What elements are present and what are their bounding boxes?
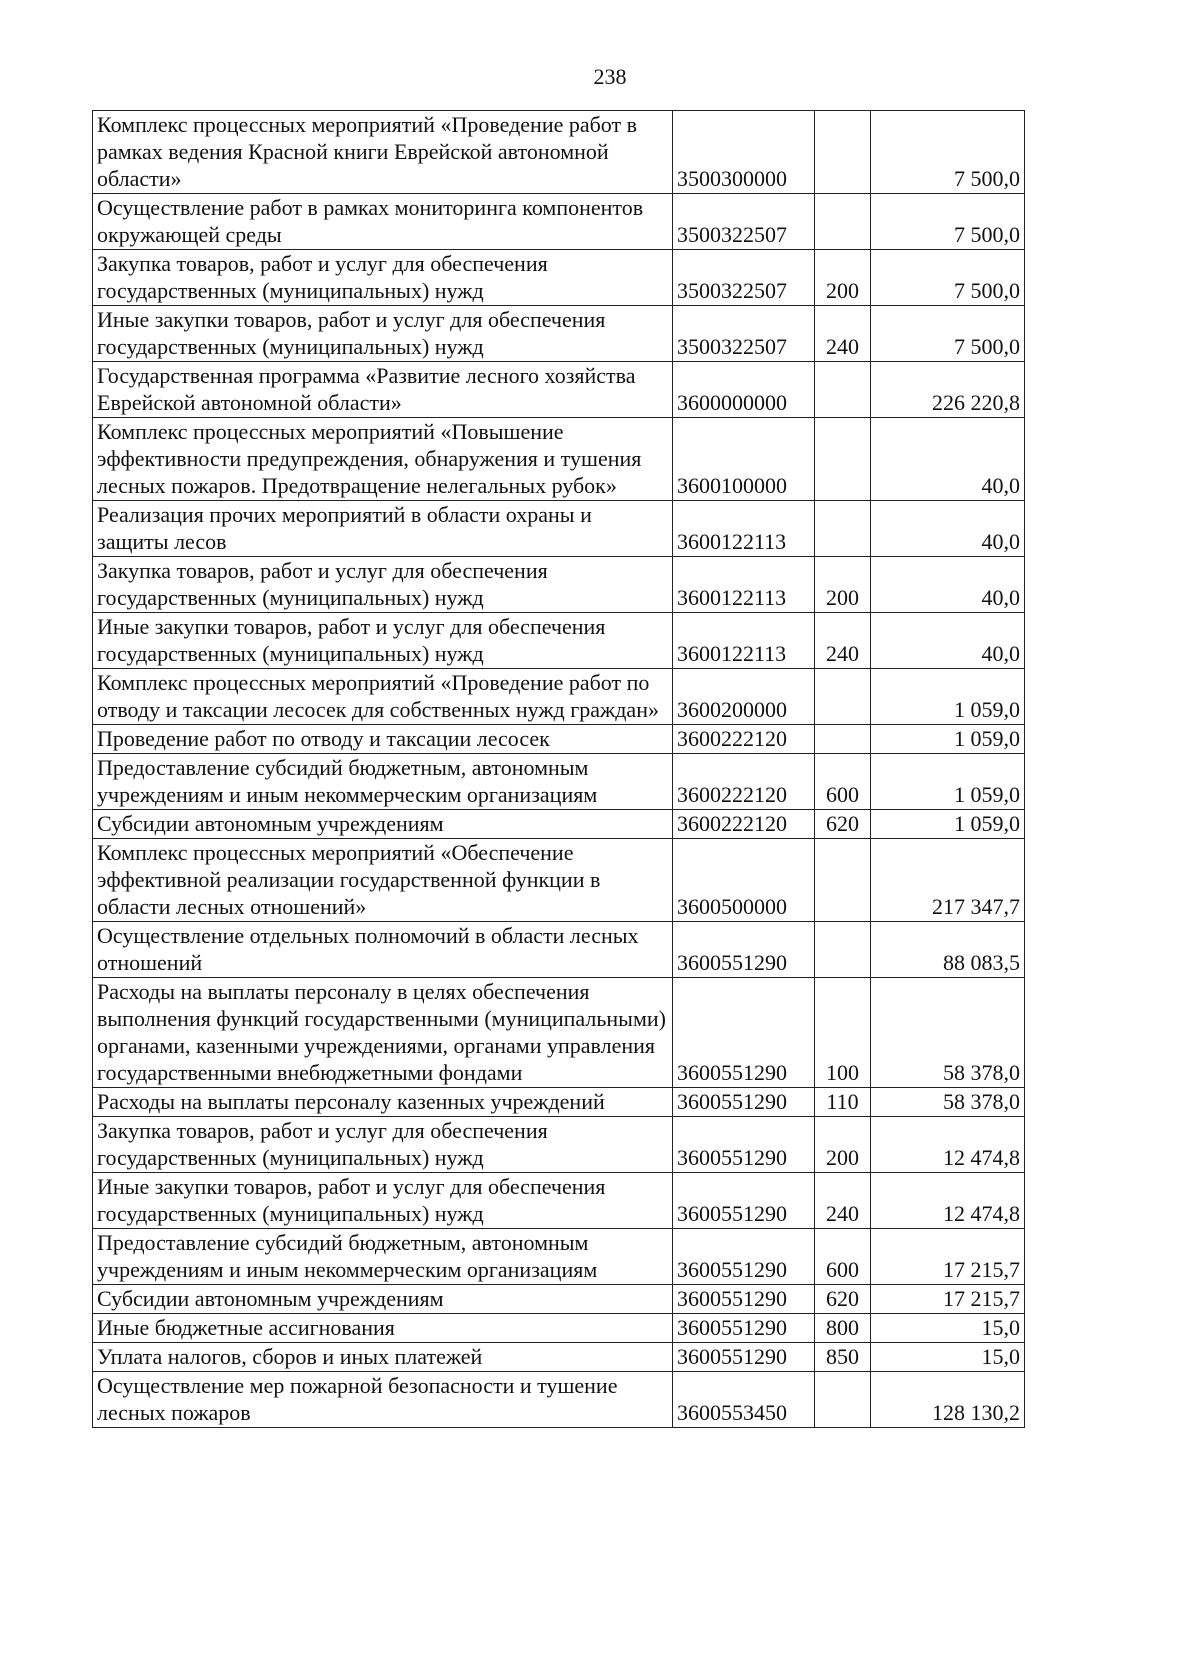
row-sum-cell: 58 378,0 [871,978,1025,1088]
row-expense-type-cell [815,922,871,978]
row-code-cell: 3600122113 [673,613,815,669]
row-expense-type-cell [815,362,871,418]
row-code-cell: 3600122113 [673,557,815,613]
table-row [93,754,1025,810]
row-expense-type-cell: 110 [815,1088,871,1117]
row-code-cell: 3600553450 [673,1372,815,1428]
row-expense-type-cell [815,111,871,194]
row-sum-cell: 15,0 [871,1343,1025,1372]
table-row [93,839,1025,922]
row-code-cell: 3600551290 [673,1088,815,1117]
row-name-cell: Расходы на выплаты персоналу казенных учреждений [93,1088,673,1117]
row-name-cell: Осуществление мер пожарной безопасности и тушение лесных пожаров [93,1372,673,1428]
table-row [93,557,1025,613]
row-name-cell: Осуществление работ в рамках мониторинга компонентов окружающей среды [93,194,673,250]
table-row [93,1088,1025,1117]
row-sum-cell: 1 059,0 [871,725,1025,754]
row-code-cell: 3600551290 [673,978,815,1088]
row-expense-type-cell: 620 [815,1285,871,1314]
row-expense-type-cell: 240 [815,1173,871,1229]
row-code-cell: 3600551290 [673,1117,815,1173]
row-name-cell: Предоставление субсидий бюджетным, автономным учреждениям и иным некоммерческим организациям [93,754,673,810]
table-row [93,250,1025,306]
row-name-cell: Комплекс процессных мероприятий «Проведение работ в рамках ведения Красной книги Еврейской автономной области» [93,111,673,194]
row-expense-type-cell: 600 [815,1229,871,1285]
row-sum-cell: 1 059,0 [871,754,1025,810]
row-code-cell: 3600551290 [673,1285,815,1314]
row-name-cell: Расходы на выплаты персоналу в целях обеспечения выполнения функций государственными (муниципальными) органами, казенными учреждениями, органами управления государственными внебюджетными фондами [93,978,673,1088]
row-name-cell: Закупка товаров, работ и услуг для обеспечения государственных (муниципальных) нужд [93,250,673,306]
row-expense-type-cell: 850 [815,1343,871,1372]
row-name-cell: Иные бюджетные ассигнования [93,1314,673,1343]
row-name-cell: Субсидии автономным учреждениям [93,1285,673,1314]
row-code-cell: 3600551290 [673,1343,815,1372]
row-name-cell: Комплекс процессных мероприятий «Проведение работ по отводу и таксации лесосек для собственных нужд граждан» [93,669,673,725]
table-row [93,810,1025,839]
row-sum-cell: 7 500,0 [871,250,1025,306]
row-sum-cell: 217 347,7 [871,839,1025,922]
row-name-cell: Уплата налогов, сборов и иных платежей [93,1343,673,1372]
row-name-cell: Закупка товаров, работ и услуг для обеспечения государственных (муниципальных) нужд [93,557,673,613]
row-sum-cell: 7 500,0 [871,111,1025,194]
row-expense-type-cell: 200 [815,1117,871,1173]
table-row [93,1173,1025,1229]
row-name-cell: Реализация прочих мероприятий в области охраны и защиты лесов [93,501,673,557]
row-code-cell: 3600500000 [673,839,815,922]
row-sum-cell: 7 500,0 [871,194,1025,250]
row-expense-type-cell: 620 [815,810,871,839]
row-sum-cell: 15,0 [871,1314,1025,1343]
row-code-cell: 3500300000 [673,111,815,194]
row-code-cell: 3600100000 [673,418,815,501]
row-sum-cell: 7 500,0 [871,306,1025,362]
row-sum-cell: 40,0 [871,613,1025,669]
row-code-cell: 3600122113 [673,501,815,557]
row-sum-cell: 17 215,7 [871,1229,1025,1285]
row-sum-cell: 1 059,0 [871,669,1025,725]
row-code-cell: 3600551290 [673,922,815,978]
row-sum-cell: 128 130,2 [871,1372,1025,1428]
row-sum-cell: 40,0 [871,557,1025,613]
table-row [93,306,1025,362]
row-name-cell: Комплекс процессных мероприятий «Повышение эффективности предупреждения, обнаружения и тушения лесных пожаров. Предотвращение нелегальных рубок» [93,418,673,501]
budget-table-body [93,111,1025,1428]
row-code-cell: 3600200000 [673,669,815,725]
row-code-cell: 3500322507 [673,250,815,306]
row-code-cell: 3600551290 [673,1229,815,1285]
row-code-cell: 3600551290 [673,1173,815,1229]
row-expense-type-cell [815,418,871,501]
row-name-cell: Проведение работ по отводу и таксации лесосек [93,725,673,754]
row-expense-type-cell: 200 [815,250,871,306]
table-row [93,418,1025,501]
table-row [93,669,1025,725]
row-sum-cell: 40,0 [871,501,1025,557]
table-row [93,1372,1025,1428]
table-row [93,1285,1025,1314]
row-expense-type-cell: 600 [815,754,871,810]
row-sum-cell: 40,0 [871,418,1025,501]
row-expense-type-cell [815,1372,871,1428]
row-sum-cell: 17 215,7 [871,1285,1025,1314]
row-code-cell: 3600000000 [673,362,815,418]
table-row [93,194,1025,250]
row-name-cell: Комплекс процессных мероприятий «Обеспечение эффективной реализации государственной функции в области лесных отношений» [93,839,673,922]
row-sum-cell: 12 474,8 [871,1173,1025,1229]
row-sum-cell: 58 378,0 [871,1088,1025,1117]
row-expense-type-cell: 800 [815,1314,871,1343]
row-code-cell: 3600551290 [673,1314,815,1343]
table-row [93,362,1025,418]
row-sum-cell: 1 059,0 [871,810,1025,839]
table-row [93,1117,1025,1173]
row-name-cell: Государственная программа «Развитие лесного хозяйства Еврейской автономной области» [93,362,673,418]
table-row [93,501,1025,557]
table-row [93,1229,1025,1285]
row-code-cell: 3500322507 [673,194,815,250]
row-name-cell: Иные закупки товаров, работ и услуг для обеспечения государственных (муниципальных) нужд [93,613,673,669]
row-name-cell: Иные закупки товаров, работ и услуг для обеспечения государственных (муниципальных) нужд [93,1173,673,1229]
table-row [93,922,1025,978]
row-expense-type-cell: 240 [815,613,871,669]
table-row [93,725,1025,754]
row-name-cell: Закупка товаров, работ и услуг для обеспечения государственных (муниципальных) нужд [93,1117,673,1173]
row-expense-type-cell: 200 [815,557,871,613]
table-row [93,1314,1025,1343]
row-name-cell: Предоставление субсидий бюджетным, автономным учреждениям и иным некоммерческим организациям [93,1229,673,1285]
row-code-cell: 3600222120 [673,754,815,810]
table-row [93,111,1025,194]
table-row [93,613,1025,669]
row-sum-cell: 12 474,8 [871,1117,1025,1173]
row-expense-type-cell: 240 [815,306,871,362]
row-expense-type-cell [815,669,871,725]
row-sum-cell: 226 220,8 [871,362,1025,418]
row-name-cell: Субсидии автономным учреждениям [93,810,673,839]
row-expense-type-cell [815,194,871,250]
row-expense-type-cell: 100 [815,978,871,1088]
row-code-cell: 3600222120 [673,725,815,754]
row-code-cell: 3500322507 [673,306,815,362]
table-row [93,1343,1025,1372]
row-expense-type-cell [815,725,871,754]
row-name-cell: Осуществление отдельных полномочий в области лесных отношений [93,922,673,978]
row-expense-type-cell [815,839,871,922]
page-number: 238 [593,64,627,89]
budget-table [92,110,1025,1428]
row-sum-cell: 88 083,5 [871,922,1025,978]
row-name-cell: Иные закупки товаров, работ и услуг для обеспечения государственных (муниципальных) нужд [93,306,673,362]
row-expense-type-cell [815,501,871,557]
row-code-cell: 3600222120 [673,810,815,839]
table-row [93,978,1025,1088]
